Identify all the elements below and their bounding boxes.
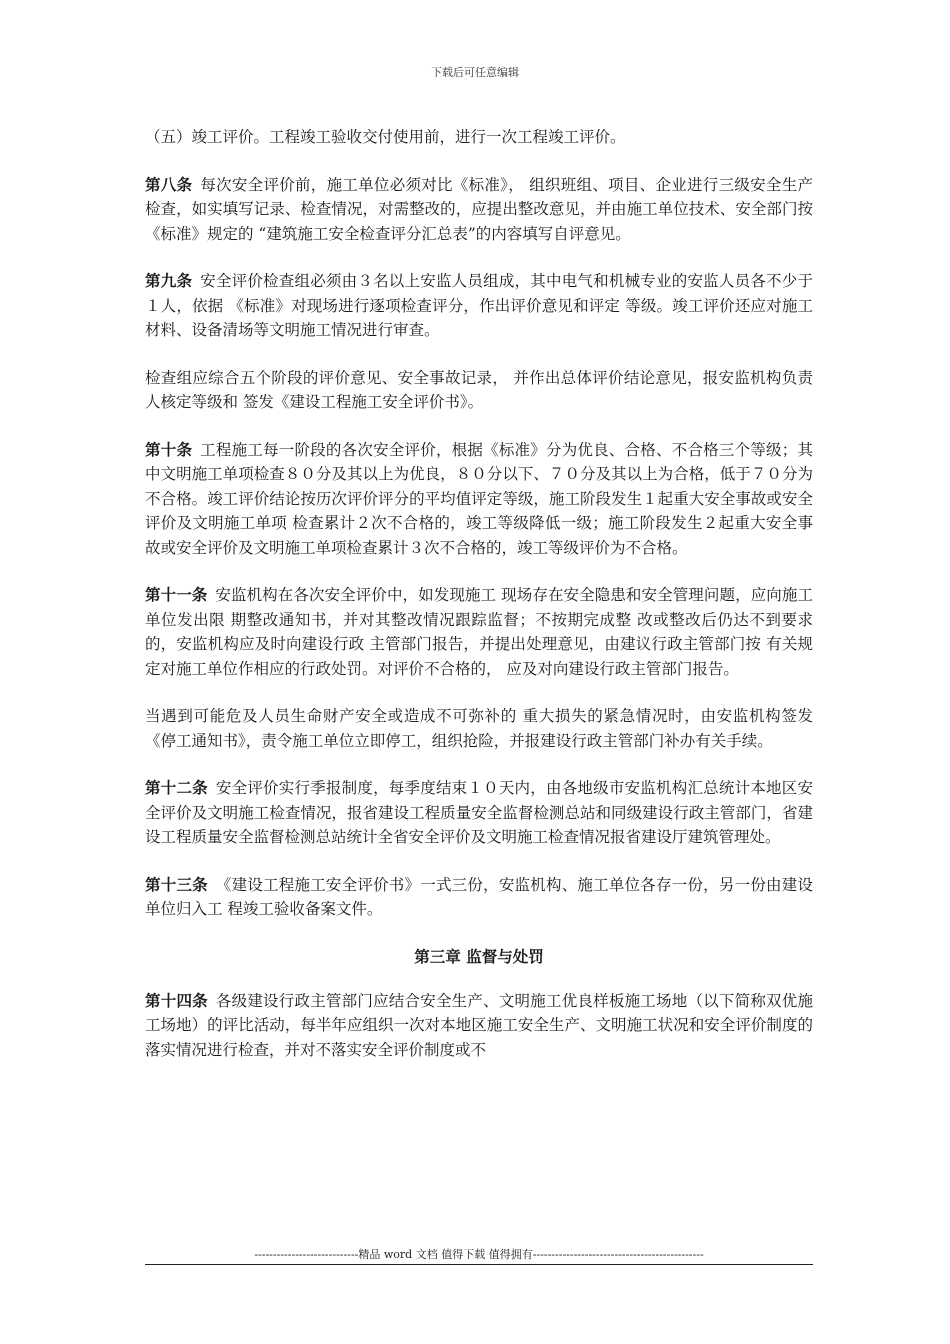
paragraph-text: （五）竣工评价。工程竣工验收交付使用前，进行一次工程竣工评价。 bbox=[145, 128, 626, 146]
article-9 bbox=[145, 269, 813, 343]
paragraph-emergency bbox=[145, 704, 813, 753]
paragraph-inspection-summary bbox=[145, 366, 813, 415]
paragraph-text: 当遇到可能危及人员生命财产安全或造成不可弥补的 重大损失的紧急情况时，由安监机构签发《停工通知书》，责令施工单位立即停工，组织抢险，并报建设行政主管部门补办有关手续。 bbox=[145, 707, 813, 750]
article-number: 第八条 bbox=[145, 174, 193, 194]
document-body bbox=[145, 125, 813, 1085]
article-12 bbox=[145, 776, 813, 850]
chapter-heading: 第三章 监督与处罚 bbox=[414, 946, 544, 966]
footer-note: ----------------------------精品 word 文档 值得下载 值得拥有---------------------------------------------- bbox=[254, 1248, 704, 1261]
article-text: 安全评价检查组必须由３名以上安监人员组成，其中电气和机械专业的安监人员各不少于１人，依据 《标准》对现场进行逐项检查评分，作出评价意见和评定 等级。竣工评价还应对施工材料、设备清场等文明施工情况进行审查。 bbox=[145, 272, 813, 339]
paragraph-text: 检查组应综合五个阶段的评价意见、安全事故记录， 并作出总体评价结论意见，报安监机构负责人核定等级和 签发《建设工程施工安全评价书》。 bbox=[145, 368, 813, 411]
article-8 bbox=[145, 173, 813, 247]
article-text: 每次安全评价前，施工单位必须对比《标准》， 组织班组、项目、企业进行三级安全生产检查，如实填写记录、检查情况，对需整改的，应提出整改意见，并由施工单位技术、安全部门按《标准》规定的 “建筑施工安全检查评分汇总表”的内容填写自评意见。 bbox=[145, 175, 813, 243]
article-number: 第十一条 bbox=[145, 585, 208, 604]
article-13 bbox=[145, 873, 813, 922]
article-11 bbox=[145, 583, 813, 681]
article-number: 第九条 bbox=[145, 271, 193, 290]
article-text: 工程施工每一阶段的各次安全评价，根据《标准》分为优良、合格、不合格三个等级；其中文明施工单项检查８０分及其以上为优良，８０分以下、７０分及其以上为合格，低于７０分为不合格。竣工评价结论按历次评价评分的平均值评定等级，施工阶段发生１起重大安全事故或安全评价及文明施工单项 检查累计２次不合格的，竣工等级降低一级；施工阶段发生２起重大安全事故或安全评价及文明施工单项检查累计３次不合格的，竣工等级评价为不合格。 bbox=[145, 440, 813, 557]
article-10 bbox=[145, 438, 813, 561]
article-text: 安全评价实行季报制度，每季度结束１０天内，由各地级市安监机构汇总统计本地区安全评价及文明施工检查情况，报省建设工程质量安全监督检测总站和同级建设行政主管部门，省建设工程质量安全监督检测总站统计全省安全评价及文明施工检查情况报省建设厅建筑管理处。 bbox=[145, 779, 813, 846]
article-number: 第十条 bbox=[145, 439, 193, 459]
article-number: 第十四条 bbox=[145, 990, 208, 1010]
article-text: 各级建设行政主管部门应结合安全生产、文明施工优良样板施工场地（以下简称双优施工场地）的评比活动，每半年应组织一次对本地区施工安全生产、文明施工状况和安全评价制度的落实情况进行检查，并对不落实安全评价制度或不 bbox=[145, 991, 813, 1059]
article-number: 第十二条 bbox=[145, 778, 208, 797]
footer-divider bbox=[145, 1264, 813, 1265]
article-text: 安监机构在各次安全评价中，如发现施工 现场存在安全隐患和安全管理问题，应向施工单位发出限 期整改通知书，并对其整改情况跟踪监督；不按期完成整 改或整改后仍达不到要求的，安监机构应及时向建设行政 主管部门报告，并提出处理意见，由建议行政主管部门按 有关规定对施工单位作相应的行政处罚。对评价不合格的， 应及对向建设行政主管部门报告。 bbox=[145, 586, 813, 678]
header-note: 下载后可任意编辑 bbox=[431, 66, 519, 79]
article-number: 第十三条 bbox=[145, 874, 208, 894]
paragraph-completion-evaluation bbox=[145, 125, 813, 150]
article-14 bbox=[145, 989, 813, 1063]
article-text: 《建设工程施工安全评价书》一式三份，安监机构、施工单位各存一份，另一份由建设单位归入工 程竣工验收备案文件。 bbox=[145, 875, 813, 918]
